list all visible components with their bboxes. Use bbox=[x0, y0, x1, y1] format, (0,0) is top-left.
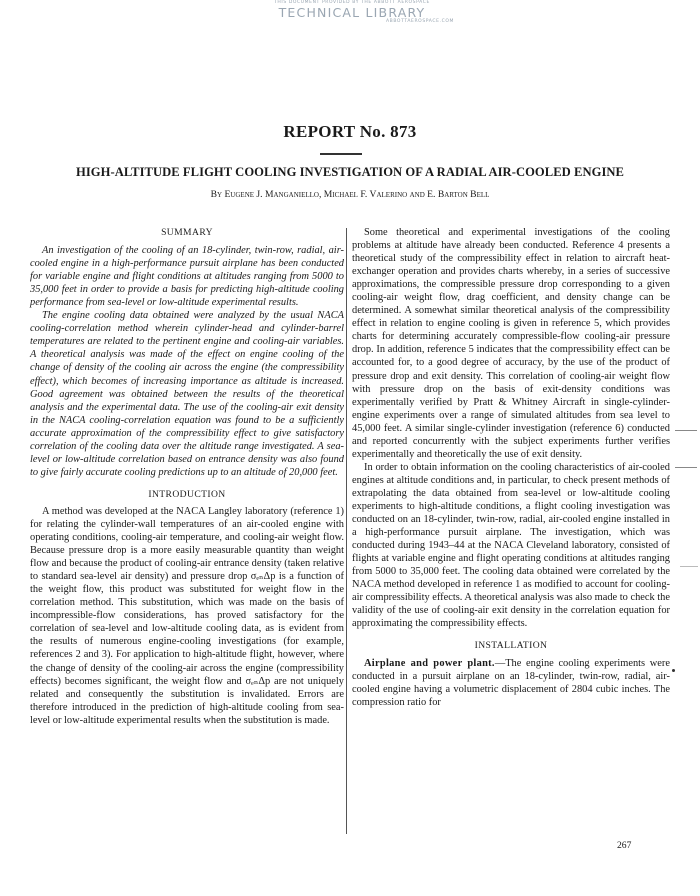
column-divider bbox=[346, 228, 347, 834]
introduction-paragraph: A method was developed at the NACA Langley laboratory (reference 1) for relating the cylinder-wall temperatures of an air-cooled engine with operating conditions, cooling-air temperature, and cooling-air weight flow. Because pressure drop is a more easily measurable quantity than weight flow and because the product of cooling-air entrance density (taken relative to standard sea-level air density) and pressure drop σₑₙΔp is a function of the weight flow, this product was substituted for weight flow in the correlation method. This substitution, which was made on the basis of incompressible-flow considerations, has proved satisfactory for the correlation of sea-level and low-altitude cooling data, as is evident from the results of numerous engine-cooling investigations (for example, references 2 and 3). For application to high-altitude flight, however, where the change of density of the cooling-air across the engine (compressibility effects) becomes significant, the weight flow and σₑₙΔp are not uniquely related and consequently the substitution is invalidated. Errors are therefore introduced in the prediction of high-altitude cooling from sea-level or low-altitude experimental results when the substitution is made. bbox=[30, 505, 344, 726]
watermark-top-line: THIS DOCUMENT PROVIDED BY THE ABBOTT AEROSPACE bbox=[274, 0, 430, 5]
margin-mark bbox=[680, 566, 698, 567]
introduction-heading: INTRODUCTION bbox=[148, 488, 226, 500]
introduction-paragraph: In order to obtain information on the cooling characteristics of air-cooled engines at altitude conditions and, in particular, to check present methods of extrapolating the data obtained from sea-level or low-altitude cooling experiments to high-altitude conditions, a flight cooling investigation was conducted on an 18-cylinder, twin-row, radial, air-cooled engine installed in a high-performance pursuit airplane. The investigation, which was conducted during 1943–44 at the NACA Cleveland laboratory, consisted of flights at variable engine and flight operating conditions at altitudes ranging from 5000 to 35,000 feet. The cooling data obtained were correlated by the NACA method developed in reference 1 as modified to account for cooling-air compressibility effects. A theoretical analysis was also made to check the validity of the use of cooling-air exit density in the correlation equation for approximating the compressibility effects. bbox=[352, 461, 670, 630]
margin-mark bbox=[675, 430, 697, 431]
title-divider bbox=[320, 153, 362, 155]
introduction-paragraph: Some theoretical and experimental investigations of the cooling problems at altitude have already been conducted. Reference 4 presents a theoretical study of the compressibility effect in relation to aircraft heat-exchanger operation and provides charts whereby, in a series of successive approximations, the compressible pressure drop corresponding to a given cooling-air weight flow, drag coefficient, and density change can be determined. A somewhat similar theoretical analysis of the compressibility effect in relation to engine cooling is given in reference 5, which provides charts for determining accurately compressible-flow cooling-air pressure drop. In addition, reference 5 indicates that the compressibility effect can be accounted for, to a good degree of accuracy, by the use of the product of pressure drop and exit density. This correlation of cooling-air weight flow with pressure drop on the basis of exit-density conditions was experimentally verified by Pratt & Whitney Aircraft in single-cylinder-engine experiments over a range of simulated altitudes from sea level to 45,000 feet. A similar single-cylinder investigation (reference 6) conducted and reported concurrently with the subject experiments further verifies experimentally and theoretically the use of exit density. bbox=[352, 227, 670, 460]
installation-lead: Airplane and power plant. bbox=[364, 657, 495, 669]
installation-heading: INSTALLATION bbox=[474, 640, 548, 652]
left-column bbox=[30, 226, 344, 727]
right-column bbox=[352, 226, 670, 709]
installation-paragraph bbox=[352, 657, 670, 709]
report-number: REPORT No. 873 bbox=[283, 122, 417, 141]
paper-title: HIGH-ALTITUDE FLIGHT COOLING INVESTIGATION OF A RADIAL AIR-COOLED ENGINE bbox=[75, 165, 625, 179]
summary-paragraph: The engine cooling data obtained were analyzed by the usual NACA cooling-correlation method wherein cylinder-head and cylinder-barrel temperatures are related to the pertinent engine and cooling-air variables. A theoretical analysis was made of the effect on engine cooling of the change of density of the cooling air across the engine (the compressibility effect), which becomes of increasing importance as altitude is increased. Good agreement was obtained between the results of the theoretical analysis and the experimental data. The use of the cooling-air exit density in the NACA cooling-correlation equation was found to be a sufficiently accurate approximation of the compressibility effect to give satisfactory correlation of the cooling data over the altitude range investigated. A sea-level or low-altitude correlation based on entrance density was also found to give fairly accurate cooling predictions up to an altitude of 20,000 feet. bbox=[30, 310, 344, 478]
watermark-url: ABBOTTAEROSPACE.COM bbox=[385, 19, 454, 24]
page-number: 267 bbox=[617, 840, 632, 851]
watermark bbox=[232, 1, 472, 25]
margin-dot bbox=[672, 669, 675, 672]
installation-text: —The engine cooling experiments were conducted in a pursuit airplane on an 18-cylinder, twin-row, radial, air-cooled engine having a volumetric displacement of 2804 cubic inches. The compression ratio for bbox=[352, 657, 670, 708]
authors-line: By Eugene J. Manganiello, Michael F. Valerino and E. Barton Bell bbox=[210, 189, 490, 200]
margin-mark bbox=[675, 467, 697, 468]
summary-paragraph: An investigation of the cooling of an 18-cylinder, twin-row, radial, air-cooled engine in a high-performance pursuit airplane has been conducted for variable engine and flight conditions at altitudes ranging from 5000 to 35,000 feet in order to provide a basis for predicting high-altitude cooling performance from sea-level or low-altitude experimental results. bbox=[30, 245, 344, 309]
watermark-main: TECHNICAL LIBRARY bbox=[278, 4, 426, 20]
summary-heading: SUMMARY bbox=[161, 227, 213, 238]
